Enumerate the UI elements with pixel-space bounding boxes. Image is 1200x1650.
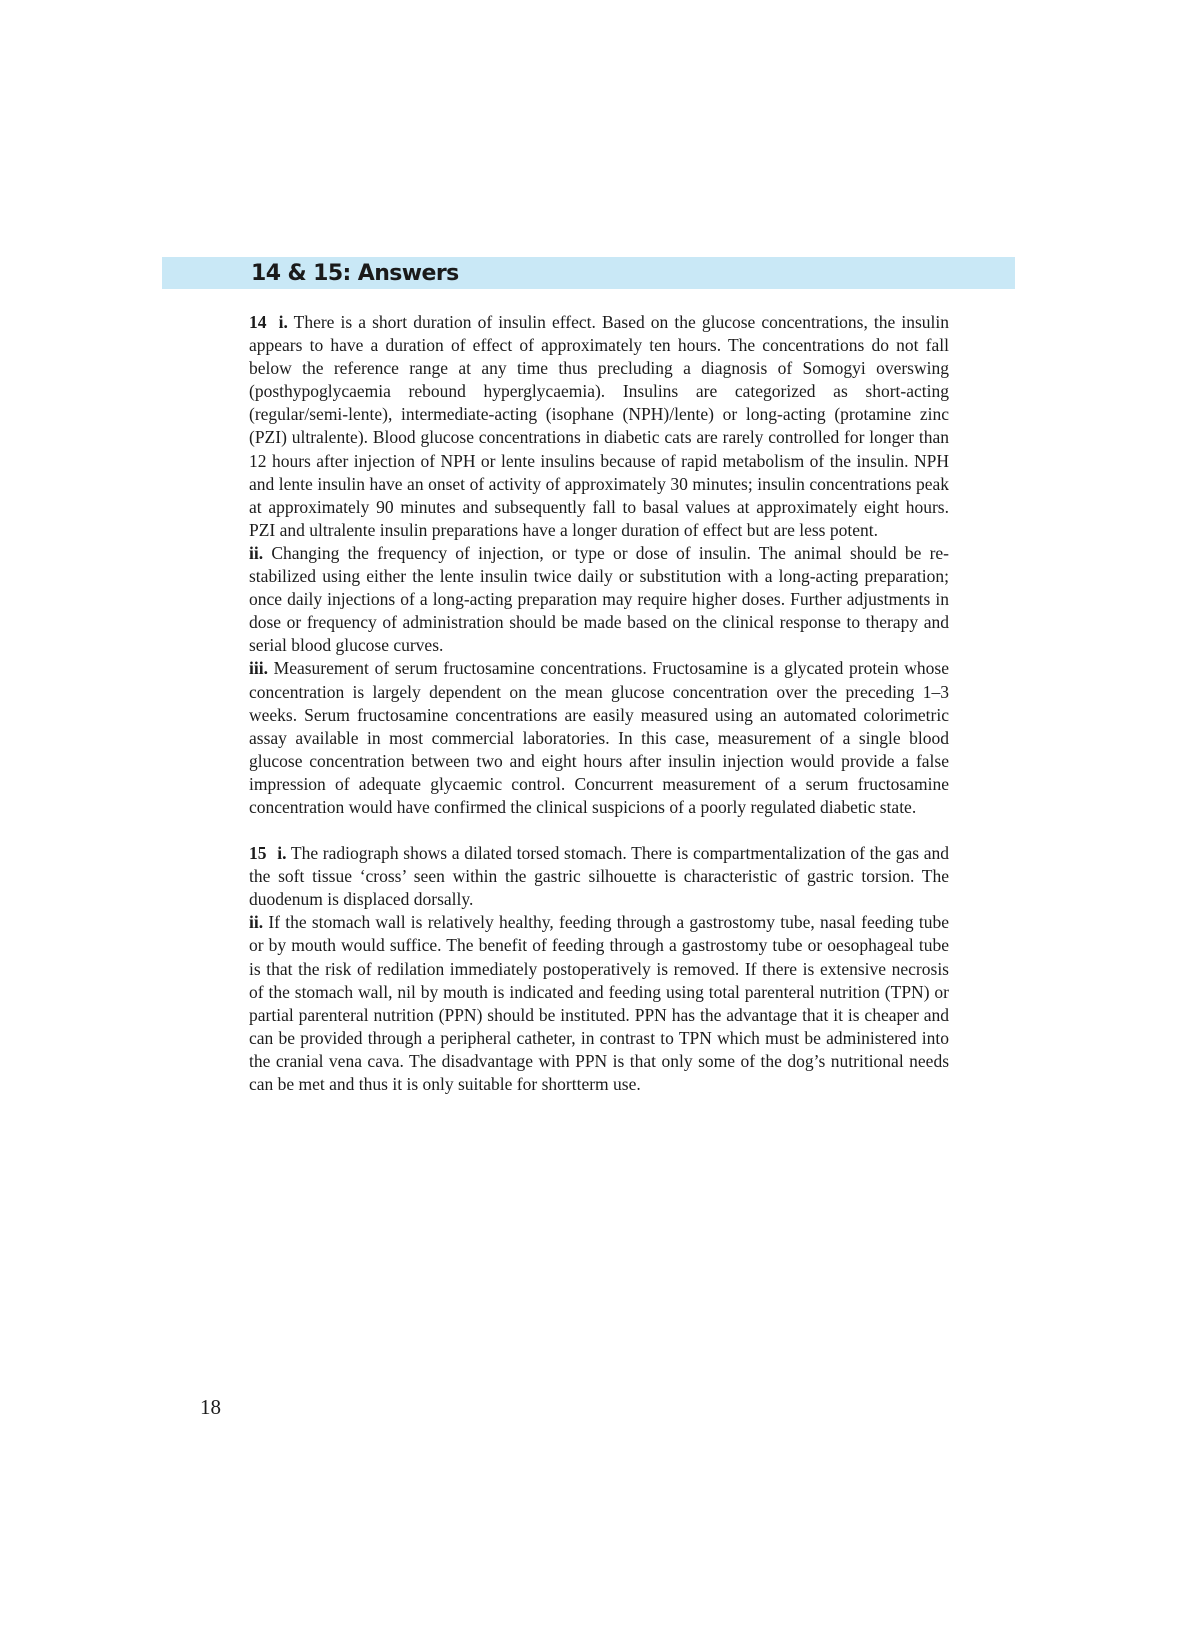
page-title: 14 & 15: Answers [251, 261, 459, 286]
answer-15-part-i [249, 842, 949, 911]
answer-text: The radiograph shows a dilated torsed stomach. There is compartmentalization of the gas and the soft tissue ‘cross’ seen within the gastric silhouette is characteristic of gastric torsion. The duodenum is displaced dorsally. [249, 843, 950, 910]
answer-14-part-ii [249, 542, 949, 657]
part-label: i. [277, 843, 287, 864]
answer-text: There is a short duration of insulin effect. Based on the glucose concentrations, the insulin appears to have a duration of effect of approximately ten hours. The concentrations do not fall below the reference range at any time thus precluding a diagnosis of Somogyi overswing (posthypoglycaemia rebound hyperglycaemia). Insulins are categorized as short-acting (regular/semi-lente), intermediate-acting (isophane (NPH)/lente) or long-acting (protamine zinc (PZI) ultralente). Blood glucose concentrations in diabetic cats are rarely controlled for longer than 12 hours after injection of NPH or lente insulins because of rapid metabolism of the insulin. NPH and lente insulin have an onset of activity of approximately 30 minutes; insulin concentrations peak at approximately 90 minutes and subsequently fall to basal values at approximately eight hours. PZI and ultralente insulin preparations have a longer duration of effect but are less potent. [249, 312, 950, 540]
question-number-14: 14 [249, 312, 267, 332]
answers-content [249, 311, 949, 1096]
part-label: iii. [249, 658, 268, 679]
part-label: ii. [249, 542, 264, 563]
answer-text: If the stomach wall is relatively healthy, feeding through a gastrostomy tube, nasal feeding tube or by mouth would suffice. The benefit of feeding through a gastrostomy tube or oesophageal tube is that the risk of redilation immediately postoperatively is removed. If there is extensive necrosis of the stomach wall, nil by mouth is indicated and feeding using total parenteral nutrition (TPN) or partial parenteral nutrition (PPN) should be instituted. PPN has the advantage that it is cheaper and can be provided through a peripheral catheter, in contrast to TPN which must be administered into the cranial vena cava. The disadvantage with PPN is that only some of the dog’s nutritional needs can be met and thus it is only suitable for shortterm use. [249, 912, 950, 1094]
section-spacer [249, 819, 949, 842]
part-label: i. [278, 312, 288, 332]
answer-14-part-iii [249, 657, 949, 819]
answer-14-part-i [249, 311, 949, 542]
answer-text: Measurement of serum fructosamine concentrations. Fructosamine is a glycated protein whose concentration is largely dependent on the mean glucose concentration over the preceding 1–3 weeks. Serum fructosamine concentrations are easily measured using an automated colorimetric assay available in most commercial laboratories. In this case, measurement of a single blood glucose concentration between two and eight hours after insulin injection would provide a false impression of adequate glycaemic control. Concurrent measurement of a serum fructosamine concentration would have confirmed the clinical suspicions of a poorly regulated diabetic state. [249, 658, 950, 817]
answer-15-part-ii [249, 911, 949, 1096]
page-number: 18 [200, 1395, 221, 1419]
part-label: ii. [249, 912, 264, 933]
question-number-15: 15 [249, 843, 267, 864]
answer-text: Changing the frequency of injection, or type or dose of insulin. The animal should be re-stabilized using either the lente insulin twice daily or substitution with a long-acting preparation; once daily injections of a long-acting preparation may require higher doses. Further adjustments in dose or frequency of administration should be made based on the clinical response to therapy and serial blood glucose curves. [249, 542, 949, 656]
